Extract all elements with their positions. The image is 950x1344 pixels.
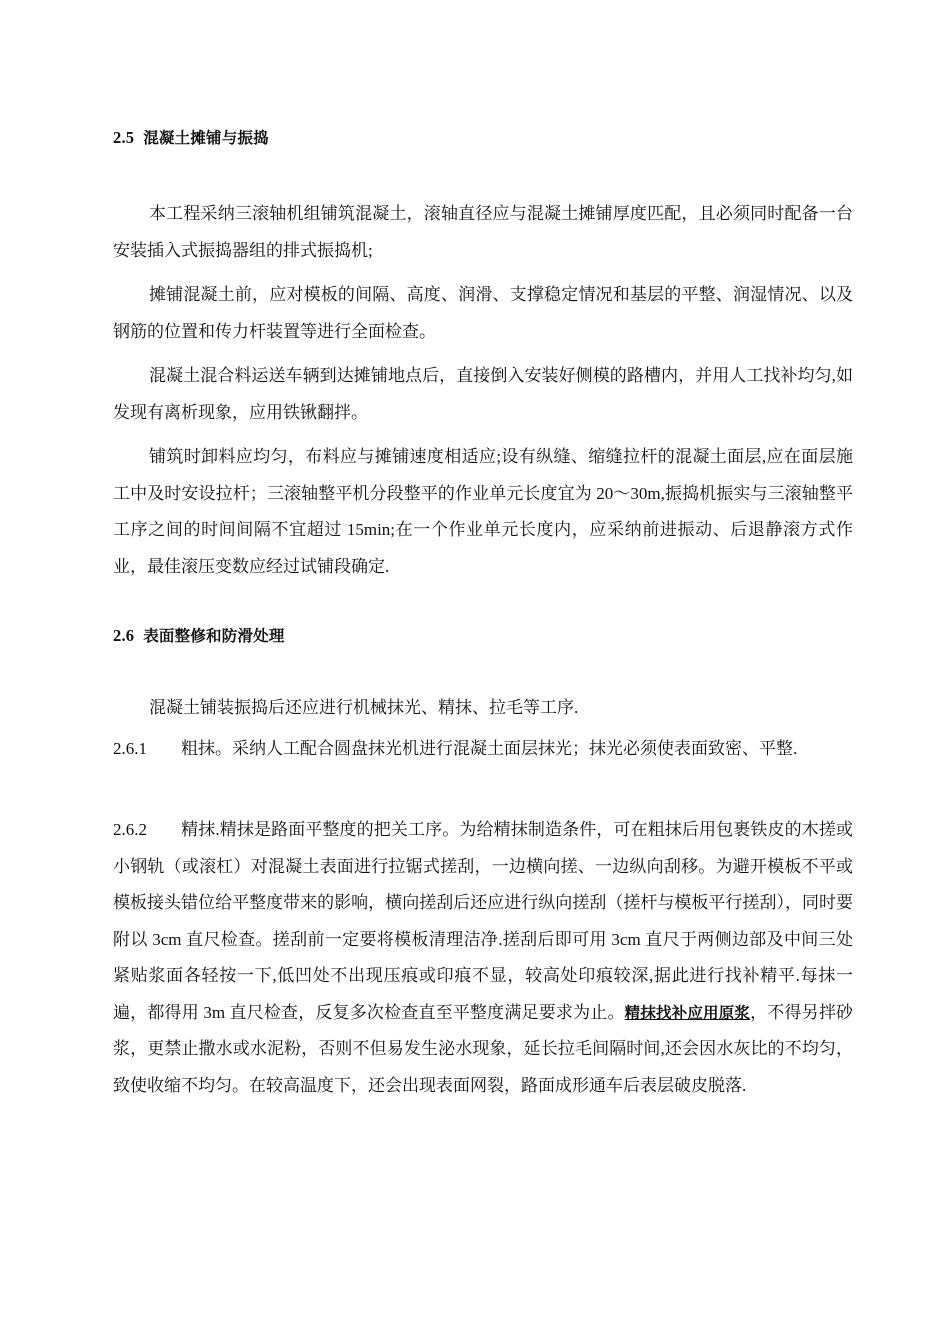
item-number: 2.6.2 (113, 820, 147, 839)
section-number: 2.5 (113, 128, 135, 147)
paragraph: 铺筑时卸料应均匀，布料应与摊铺速度相适应;设有纵缝、缩缝拉杆的混凝土面层,应在面层施工中及时安设拉杆；三滚轴整平机分段整平的作业单元长度宜为 20～30m,振捣机振实与三滚轴整平工序之间的时间间隔不宜超过 15min;在一个作业单元长度内，应采纳前进振动、后退静滚方式作业，最佳滚压变数应经过试铺段确定. (113, 447, 853, 576)
section-number: 2.6 (113, 626, 135, 645)
section-heading-2-6 (113, 624, 285, 646)
item-text: 粗抹。采纳人工配合圆盘抹光机进行混凝土面层抹光；抹光必须使表面致密、平整. (181, 739, 798, 758)
item-text: 精抹.精抹是路面平整度的把关工序。为给精抹制造条件，可在粗抹后用包裹铁皮的木搓或小钢轨（或滚杠）对混凝土表面进行拉锯式搓刮，一边横向搓、一边纵向刮移。为避开模板不平或模板接头错位给平整度带来的影响，横向搓刮后还应进行纵向搓刮（搓杆与模板平行搓刮），同时要附以 3cm 直尺检查。搓刮前一定要将模板清理洁净.搓刮后即可用 3cm 直尺于两侧边部及中间三处紧贴浆面各轻按一下,低凹处不出现压痕或印痕不显，较高处印痕较深,据此进行找补精平.每抹一遍，都得用 3m 直尺检查，反复多次检查直至平整度满足要求为止。 (113, 820, 853, 1022)
item-number: 2.6.1 (113, 739, 147, 758)
section-title: 混凝土摊铺与振捣 (143, 129, 269, 147)
paragraph: 摊铺混凝土前，应对模板的间隔、高度、润滑、支撑稳定情况和基层的平整、润湿情况、以及钢筋的位置和传力杆装置等进行全面检查。 (113, 285, 853, 341)
paragraph: 本工程采纳三滚轴机组铺筑混凝土，滚轴直径应与混凝土摊铺厚度匹配，且必须同时配备一台安装插入式振捣器组的排式振捣机; (113, 204, 853, 260)
list-item-2-6-1 (113, 731, 853, 768)
paragraph: 混凝土混合料运送车辆到达摊铺地点后，直接倒入安装好侧模的路槽内，并用人工找补均匀,如发现有离析现象，应用铁锹翻拌。 (113, 366, 853, 422)
list-item-2-6-2 (113, 812, 853, 1104)
item-text-continued: ，不得另拌砂浆，更禁止撒水或水泥粉，否则不但易发生泌水现象，延长拉毛间隔时间,还会因水灰比的不均匀，致使收缩不均匀。在较高温度下，还会出现表面网裂，路面成形通车后表层破皮脱落. (113, 1002, 853, 1095)
paragraph: 混凝土铺装振捣后还应进行机械抹光、精抹、拉毛等工序. (149, 698, 579, 717)
section-heading-2-5 (113, 126, 269, 148)
section-title: 表面整修和防滑处理 (143, 627, 285, 645)
emphasis-text: 精抹找补应用原浆 (624, 1003, 751, 1022)
